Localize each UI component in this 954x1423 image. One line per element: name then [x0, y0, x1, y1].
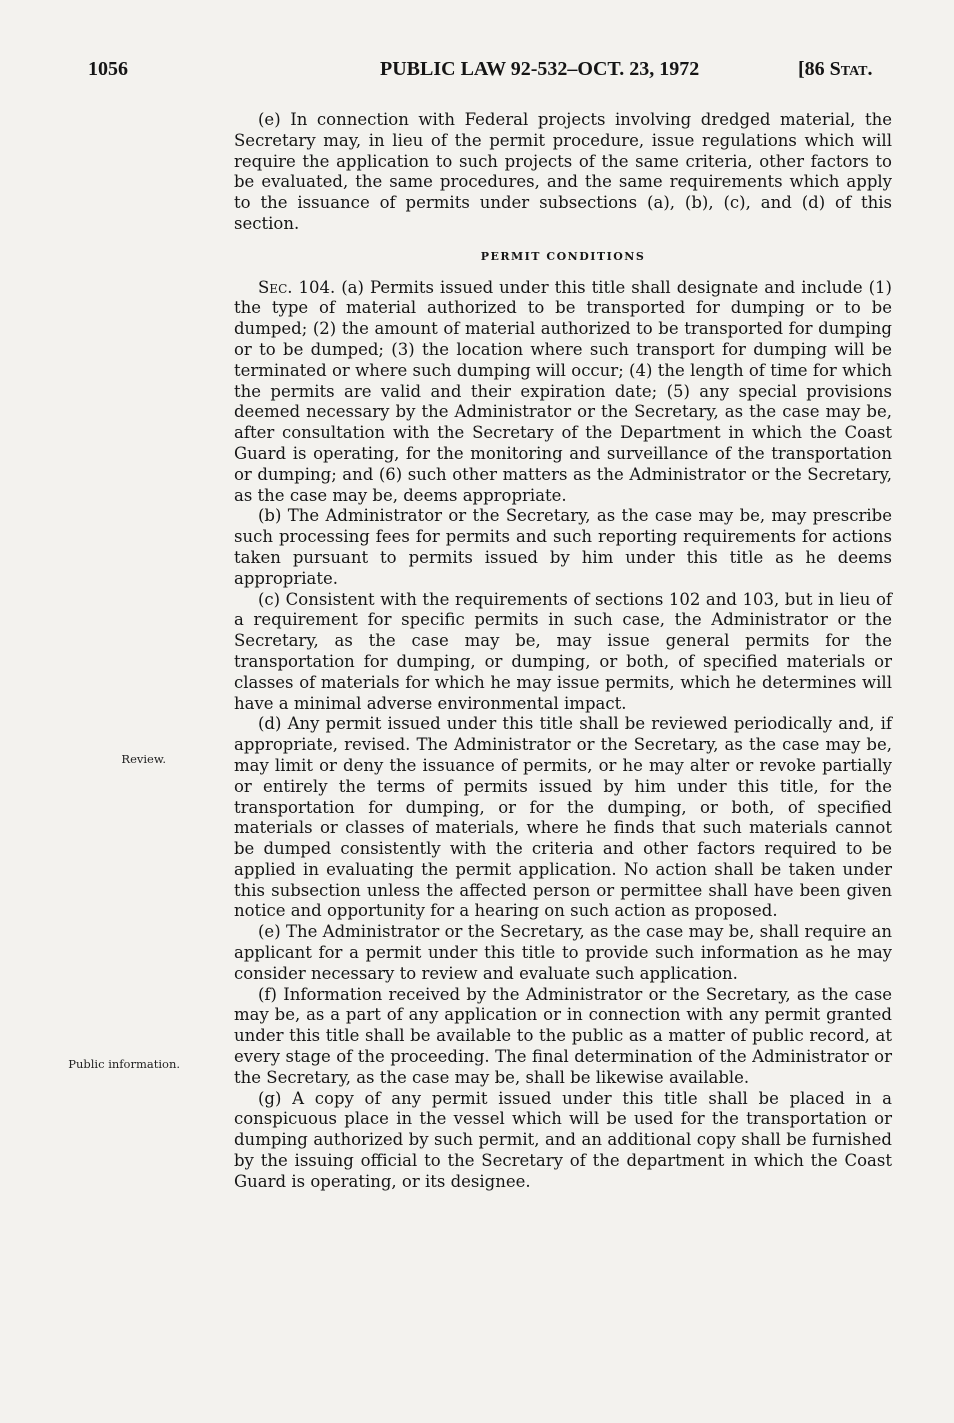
- page-number: 1056: [88, 58, 128, 80]
- running-title: PUBLIC LAW 92-532–OCT. 23, 1972: [380, 58, 700, 80]
- paragraph-a-text: (a) Permits issued under this title shall designate and include (1) the type of material authorized to be transported for dumping or to be dumped; (2) the amount of material authorized to be transported for dumping or to be dumped; (3) the location where such transport for dumping will be terminated or where such dumping will occur; (4) the length of time for which the permits are valid and their expiration date; (5) any special provisions deemed necessary by the Administrator or the Secretary, as the case may be, after consultation with the Secretary of the Department in which the Coast Guard is operating, for the monitoring and surveillance of the transportation or dumping; and (6) such other matters as the Administrator or the Secretary, as the case may be, deems appropriate.: [234, 277, 892, 505]
- section-label: Sec. 104.: [258, 277, 336, 297]
- paragraph-f: (f) Information received by the Administrator or the Secretary, as the case may be, as a part of any application or in connection with any permit granted under this title shall be available to the public as a matter of public record, at every stage of the proceeding. The final determination of the Administrator or the Secretary, as the case may be, shall be likewise available.: [234, 984, 892, 1087]
- paragraph-e: (e) The Administrator or the Secretary, as the case may be, shall require an applicant for a permit under this title to provide such information as he may consider necessary to review and evaluate such application.: [234, 922, 892, 983]
- paragraph-c: (c) Consistent with the requirements of sections 102 and 103, but in lieu of a requirement for specific permits in such case, the Administrator or the Secretary, as the case may be, may issue general permits for the transportation for dumping, or dumping, or both, of specified materials or classes of materials for which he may issue permits, which he determines will have a minimal adverse environmental impact.: [234, 589, 892, 713]
- paragraph-e-dredged-material: (e) In connection with Federal projects involving dredged material, the Secretary may, in lieu of the permit procedure, issue regulations which will require the application to such projects of the same criteria, other factors to be evaluated, the same procedures, and the same requirements which apply to the issuance of permits under subsections (a), (b), (c), and (d) of this section.: [234, 110, 892, 233]
- paragraph-d: (d) Any permit issued under this title shall be reviewed periodically and, if appropriate, revised. The Administrator or the Secretary, as the case may be, may limit or deny the issuance of permits, or he may alter or revoke partially or entirely the terms of permits issued by him under this title, for the transportation for dumping, or for the dumping, or both, of specified materials or classes of materials, where he finds that such materials cannot be dumped consistently with the criteria and other factors required to be applied in evaluating the permit application. No action shall be taken under this subsection unless the affected person or permittee shall have been given notice and opportunity for a hearing on such action as proposed.: [234, 714, 892, 921]
- page-header: [0, 58, 954, 88]
- document-body: [234, 110, 892, 1193]
- paragraph-g: (g) A copy of any permit issued under this title shall be placed in a conspicuous place in the vessel which will be used for the transportation or dumping authorized by such permit, and an additional copy shall be furnished by the issuing official to the Secretary of the department in which the Coast Guard is operating, or its designee.: [234, 1088, 892, 1191]
- statute-volume: [86 Stat.: [798, 58, 873, 80]
- margin-note-public-information: Public information.: [68, 1057, 180, 1071]
- margin-note-review: Review.: [121, 752, 166, 766]
- paragraph-a: [234, 278, 892, 507]
- section-heading: PERMIT CONDITIONS: [480, 249, 646, 263]
- paragraph-b: (b) The Administrator or the Secretary, as the case may be, may prescribe such processing fees for permits and such reporting requirements for actions taken pursuant to permits issued by him under this title as he deems appropriate.: [234, 506, 892, 588]
